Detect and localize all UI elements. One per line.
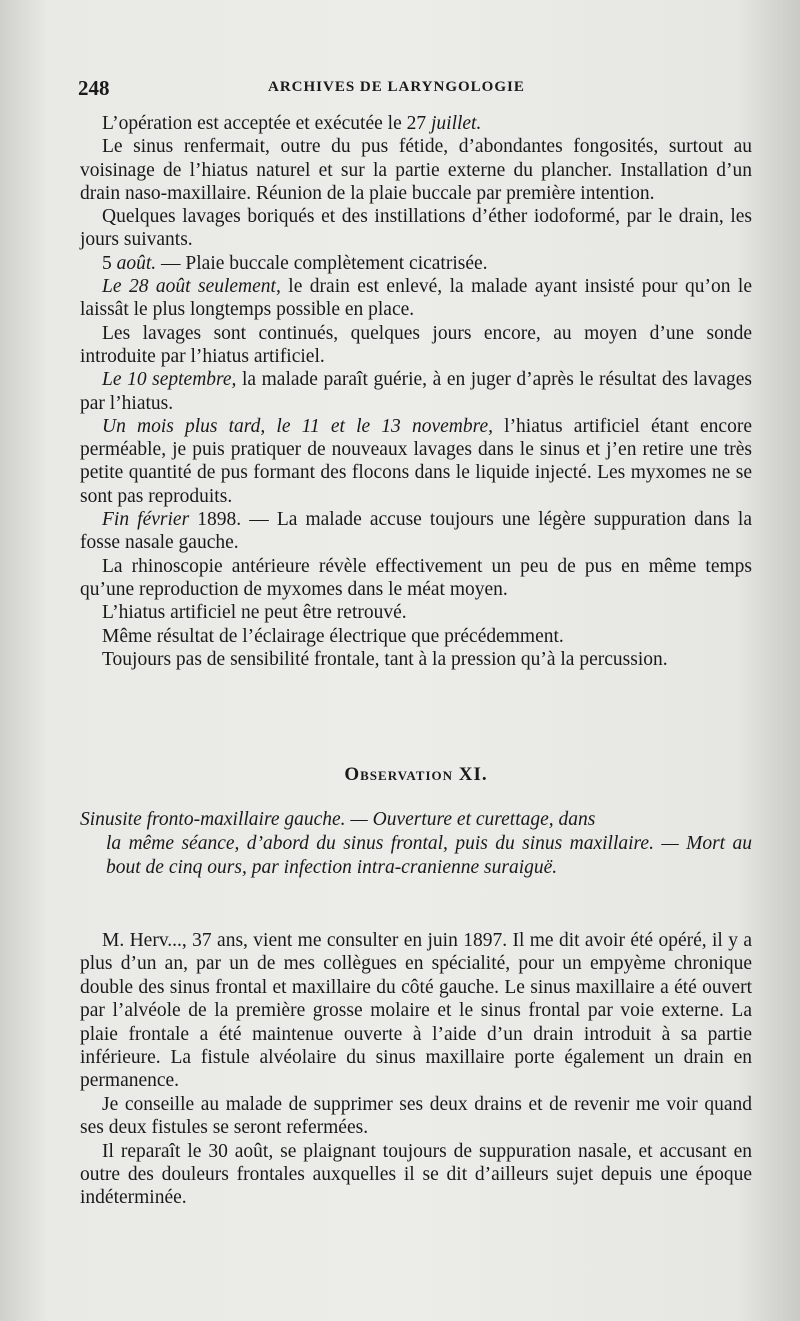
text-run: le drain est enlevé, la malade ayant insisté pour qu’on le laissât le plus longtemps possible en place. [80,276,752,321]
italic-run: Le 10 septembre, [102,369,237,391]
paragraph [80,508,752,555]
paragraph: Même résultat de l’éclairage électrique que précédemment. [102,625,564,647]
paragraph: La rhinoscopie antérieure révèle effectivement un peu de pus en même temps qu’une reproduction de myxomes dans le méat moyen. [80,555,752,600]
paragraph: M. Herv..., 37 ans, vient me consulter en juin 1897. Il me dit avoir été opéré, il y a plus d’un an, par un de mes collègues en spécialité, pour un empyème chronique double des sinus frontal et maxillaire du côté gauche. Le sinus maxillaire a été ouvert par l’alvéole de la première grosse molaire et le sinus frontal par voie externe. La plaie frontale a été maintenue ouverte à l’aide d’un drain introduit à sa partie inférieure. La fistule alvéolaire du sinus maxillaire porte également un drain en permanence. [80,930,752,1092]
paragraph: Quelques lavages boriqués et des instillations d’éther iodoformé, par le drain, les jours suivants. [80,206,752,251]
paragraph [80,415,752,508]
italic-run: août. [116,252,157,274]
paragraph: Les lavages sont continués, quelques jours encore, au moyen d’une sonde introduite par l’hiatus artificiel. [80,322,752,367]
text-run: 5 [102,252,117,274]
italic-run: Fin février [102,509,190,531]
paragraph [80,252,752,275]
paragraph [80,368,752,415]
paragraph [80,112,752,135]
running-title: ARCHIVES DE LARYNGOLOGIE [268,79,525,95]
paragraph: Le sinus renfermait, outre du pus fétide, d’abondantes fongosités, surtout au voisinage de l’hiatus naturel et sur la partie externe du plancher. Installation d’un drain naso-maxillaire. Réunion de la plaie buccale par première intention. [80,136,752,204]
paragraph: L’hiatus artificiel ne peut être retrouvé. [102,602,407,624]
observation-subtitle [80,808,752,880]
text-run: la malade paraît guérie, à en juger d’après le résultat des lavages par l’hiatus. [80,369,752,414]
italic-run: Un mois plus tard, le 11 et le 13 novembre, [102,415,493,437]
page-header [78,76,750,102]
observation-text [80,929,752,1210]
case-continuation [80,112,752,671]
paragraph: Toujours pas de sensibilité frontale, tant à la pression qu’à la percussion. [102,648,668,670]
page-number: 248 [78,76,110,100]
italic-run: Le 28 août seulement, [102,276,281,298]
paragraph: Je conseille au malade de supprimer ses deux drains et de revenir me voir quand ses deux fistules se seront refermées. [80,1093,752,1139]
text-run: — Plaie buccale complètement cicatrisée. [156,252,488,274]
text-run: l’hiatus artificiel étant encore perméable, je puis pratiquer de nouveaux lavages dans le sinus et j’en retire une très petite quantité de pus formant des flocons dans le liquide injecté. Les myxomes ne se sont pas reproduits. [80,415,752,507]
observation-title: Observation XI. [344,764,488,785]
subtitle-line-1: Sinusite fronto-maxillaire gauche. — Ouverture et curettage, dans [80,809,596,830]
paragraph [80,275,752,322]
italic-run: juillet. [430,113,482,134]
text-run: 1898. — La malade accuse toujours une légère suppuration dans la fosse nasale gauche. [80,509,752,554]
paragraph: Il reparaît le 30 août, se plaignant toujours de suppuration nasale, et accusant en outre des douleurs frontales auxquelles il se dit d’ailleurs sujet depuis une époque indéterminée. [80,1140,752,1209]
subtitle-rest: la même séance, d’abord du sinus frontal, puis du sinus maxillaire. — Mort au bout de cinq ours, par infection intra-cranienne suraiguë. [106,833,752,878]
text-run: L’opération est acceptée et exécutée le 27 [102,113,431,134]
